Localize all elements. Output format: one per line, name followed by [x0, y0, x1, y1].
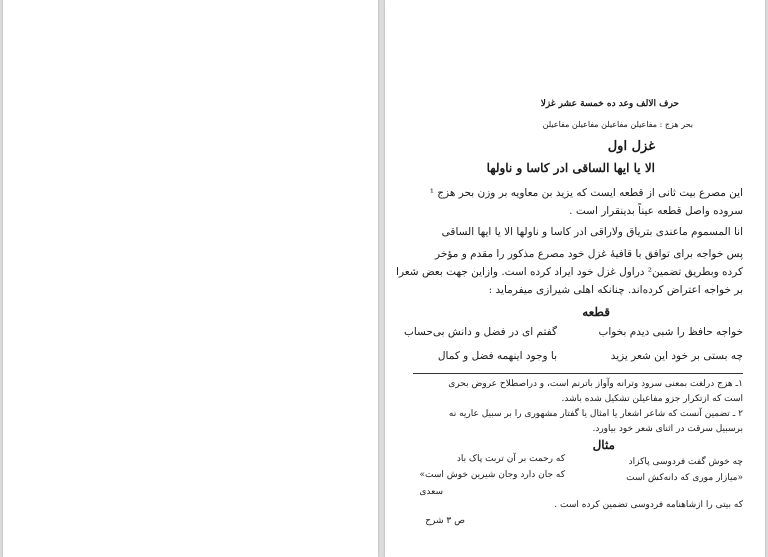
qita-verse-2-right: چه بستی بر خود این شعر یزید: [610, 350, 743, 362]
example-verse-2-left: که جان دارد وجان شیرین خوش است»: [419, 470, 565, 480]
footnote-line-1: ١ـ هزج درلغت بمعنی سرود وترانه وآواز باترنم است، و دراصطلاح عروض بحری: [448, 379, 743, 389]
page-footer: ص ٣ شرح: [425, 516, 465, 526]
text-page: [385, 0, 765, 557]
example-author: سعدی: [419, 487, 443, 497]
arabic-verse: انا المسموم ماعندی بتریاق ولاراقی ادر کاسا و ناولها الا یا ایها الساقی: [441, 226, 743, 238]
qita-verse-2-left: با وجود اینهمه فضل و کمال: [437, 350, 557, 362]
example-note: که بیتی را ازشاهنامه فردوسی تضمین کرده است .: [554, 500, 743, 510]
paragraph2-line-1: پس خواجه برای توافق با قافیهٔ غزل خود مصرع مذکور را مقدم و مؤخر: [435, 248, 743, 260]
paragraph2-line-2: کرده وبطریق تضمین² دراول غزل خود ایراد کرده است. وازاین جهت بعض شعرا: [396, 266, 743, 278]
qita-verse-1-left: گفتم ای در فضل و دانش بی‌حساب: [403, 326, 557, 338]
mithal-title: مثال: [592, 438, 615, 452]
example-verse-1-right: چه خوش گفت فردوسی پاکزاد: [628, 457, 743, 467]
footnote-line-3: ٢ ـ تضمین آنست که شاعر اشعار یا امثال یا گفتار مشهوری را بر سبیل عاریه نه: [448, 409, 743, 419]
ghazal-title: غزل اول: [607, 139, 655, 154]
qita-title: قطعه: [582, 305, 610, 319]
blank-left-page: [3, 0, 378, 557]
example-verse-1-left: که رحمت بر آن تربت پاک باد: [456, 454, 565, 464]
paragraph1-line-2: سروده واصل قطعه عیناً بدینقرار است .: [569, 205, 743, 217]
paragraph1-line-1: این مصرع بیت ثانی از قطعه ایست که یزید بن معاویه بر وزن بحر هزج ¹: [429, 187, 743, 199]
header-line-1: حرف الالف وعد ده خمسة عشر غزلا: [540, 99, 679, 109]
qita-verse-1-right: خواجه حافظ را شبی دیدم بخواب: [598, 326, 743, 338]
footnote-line-2: است که ازتکرار جزو مفاعیلن تشکیل شده باشد.: [561, 394, 743, 404]
example-verse-2-right: «میازار موری که دانه‌کش است: [626, 473, 743, 483]
header-line-2: بحر هزج : مفاعیلن مفاعیلن مفاعیلن مفاعیلن: [542, 120, 693, 129]
footnote-line-4: برسبیل سرقت در اثنای شعر خود بیاورد.: [592, 424, 743, 434]
first-verse: الا یا ایها الساقی ادر کاسا و ناولها: [486, 161, 655, 175]
paragraph2-line-3: بر خواجه اعتراض کرده‌اند. چنانکه اهلی شیرازی میفرماید :: [488, 284, 743, 296]
footnote-divider: [413, 373, 743, 374]
